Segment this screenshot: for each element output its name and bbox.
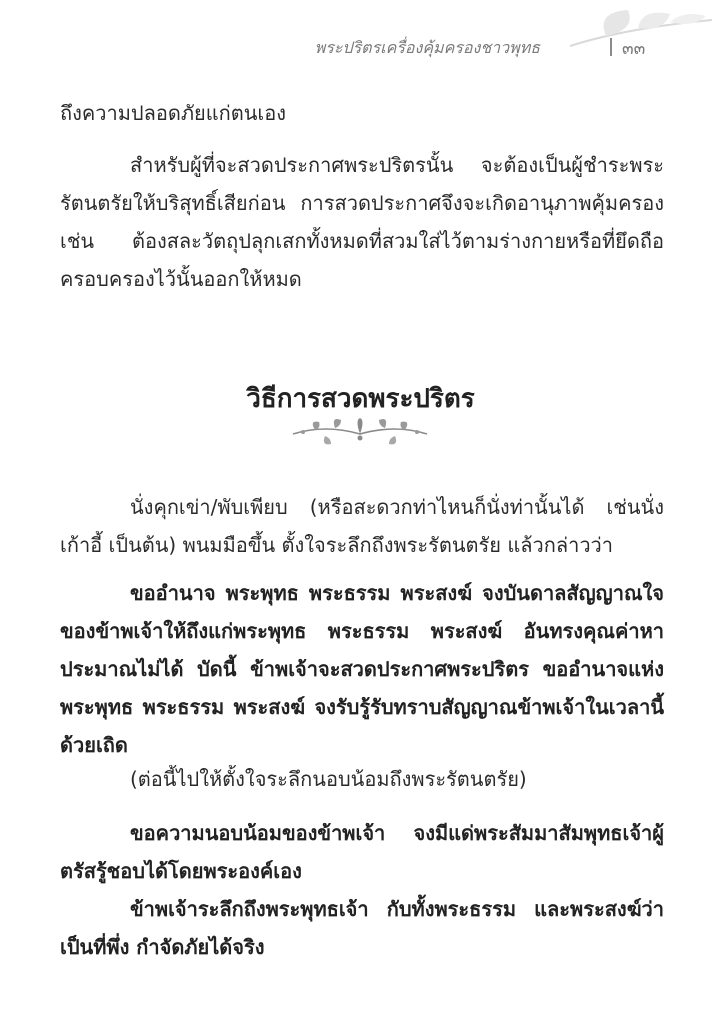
paragraph-intro: สำหรับผู้ที่จะสวดประกาศพระปริตรนั้น จะต้องเป็นผู้ชำระพระรัตนตรัยให้บริสุทธิ์เสียก่อน การสวดประกาศจึงจะเกิดอานุภาพคุ้มครอง เช่น ต้องสละวัตถุปลุกเสกทั้งหมดที่สวมใส่ไว้ตามร่างกายหรือที่ยึดถือครอบครองไว้นั้นออกให้หมด [60, 153, 664, 291]
header-divider [610, 38, 612, 56]
paragraph-posture: นั่งคุกเข่า/พับเพียบ (หรือสะดวกท่าไหนก็นั่งท่านั้นได้ เช่นนั่งเก้าอี้ เป็นต้น) พนมมือขึ้น ตั้งใจระลึกถึงพระรัตนตรัย แล้วกล่าวว่า [60, 495, 664, 557]
running-header-title: พระปริตรเครื่องคุ้มครองชาวพุทธ [314, 38, 540, 57]
section-title: วิธีการสวดพระปริตร [246, 384, 475, 414]
paragraph-refuge: ข้าพเจ้าระลึกถึงพระพุทธเจ้า กับทั้งพระธรรม และพระสงฆ์ว่าเป็นที่พึ่ง กำจัดภัยได้จริง [60, 897, 664, 959]
floral-divider-ornament-icon [285, 416, 435, 448]
paragraph-homage: ขอความนอบน้อมของข้าพเจ้า จงมีแด่พระสัมมาสัมพุทธเจ้าผู้ตรัสรู้ชอบได้โดยพระองค์เอง [60, 821, 664, 883]
page-number: ๓๓ [622, 39, 646, 59]
paragraph-continuation: ถึงความปลอดภัยแก่ตนเอง [60, 101, 287, 125]
paragraph-instruction: (ต่อนี้ไปให้ตั้งใจระลึกนอบน้อมถึงพระรัตนตรัย) [130, 767, 527, 791]
paragraph-invocation: ขออำนาจ พระพุทธ พระธรรม พระสงฆ์ จงบันดาลสัญญาณใจของข้าพเจ้าให้ถึงแก่พระพุทธ พระธรรม พระสงฆ์ อันทรงคุณค่าหาประมาณไม่ได้ บัดนี้ ข้าพเจ้าจะสวดประกาศพระปริตร ขออำนาจแห่งพระพุทธ พระธรรม พระสงฆ์ จงรับรู้รับทราบสัญญาณข้าพเจ้าในเวลานี้ด้วยเถิด [60, 581, 664, 757]
